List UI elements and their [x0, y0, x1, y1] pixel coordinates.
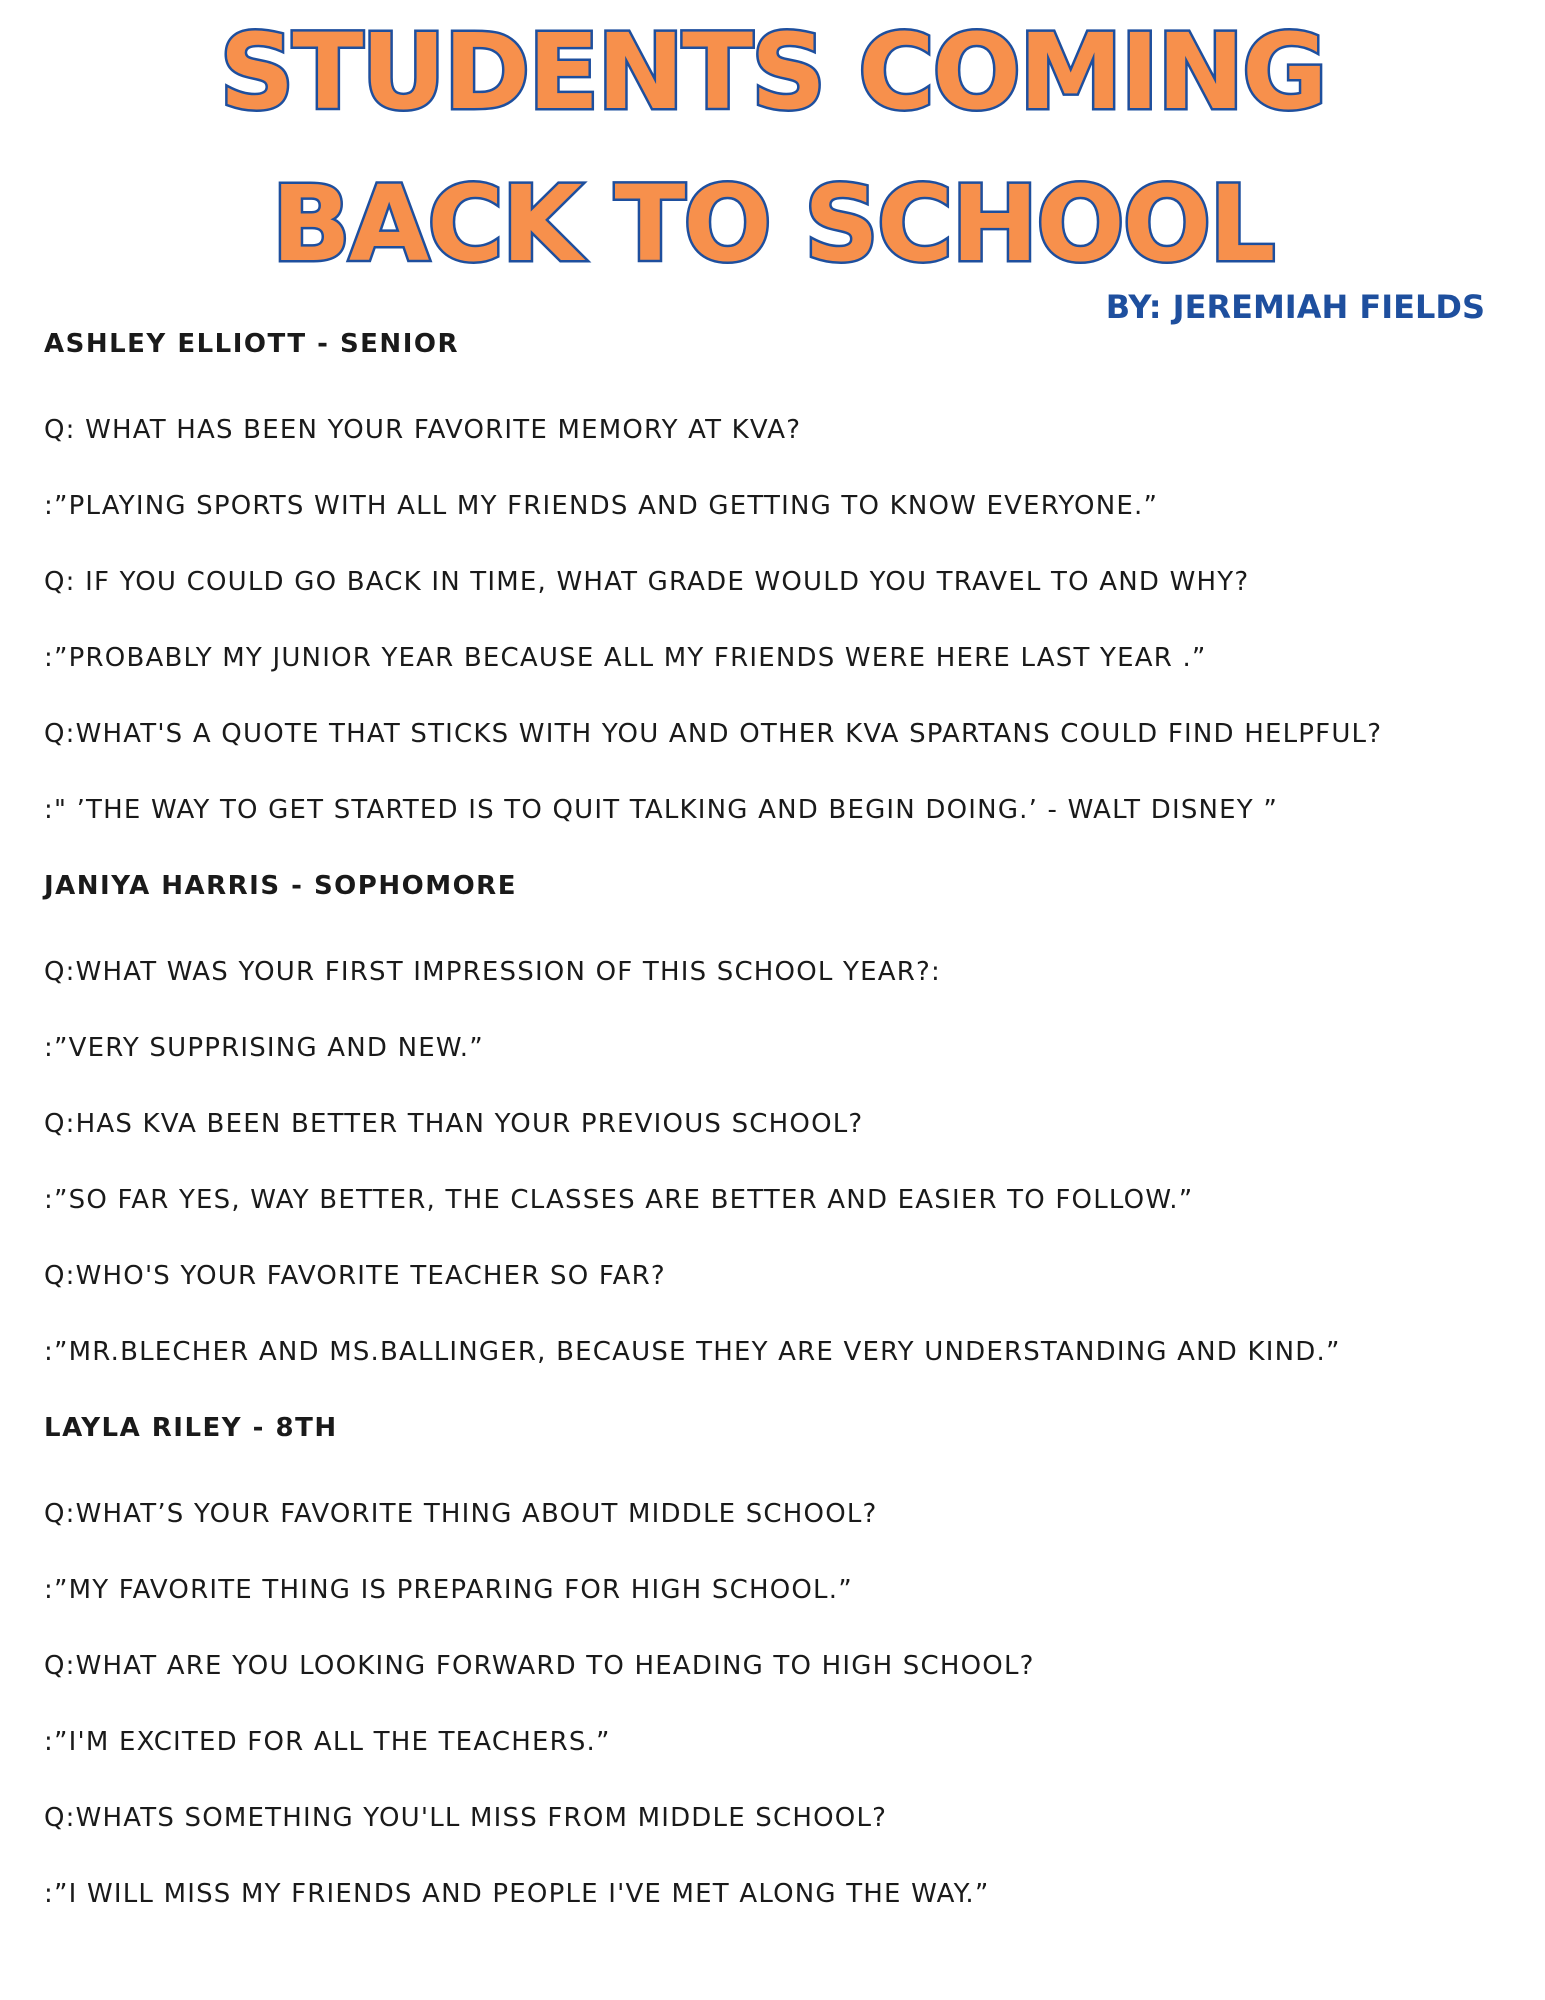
article-title-line-2: BACK TO SCHOOL [271, 163, 1274, 285]
answer: :”SO FAR YES, WAY BETTER, THE CLASSES ARE BETTER AND EASIER TO FOLLOW.” [44, 1185, 1194, 1215]
question: Q:WHAT ARE YOU LOOKING FORWARD TO HEADING TO HIGH SCHOOL? [44, 1651, 1035, 1681]
interview-section-ashley-elliott [44, 325, 1404, 829]
answer: :”PROBABLY MY JUNIOR YEAR BECAUSE ALL MY FRIENDS WERE HERE LAST YEAR .” [44, 643, 1207, 673]
interviewee-heading: LAYLA RILEY - 8TH [44, 1413, 338, 1443]
interviewee-heading: ASHLEY ELLIOTT - SENIOR [44, 329, 459, 359]
interviewee-heading: JANIYA HARRIS - SOPHOMORE [44, 871, 517, 901]
question: Q:WHAT’S YOUR FAVORITE THING ABOUT MIDDLE SCHOOL? [44, 1499, 878, 1529]
question: Q:WHATS SOMETHING YOU'LL MISS FROM MIDDLE SCHOOL? [44, 1803, 888, 1833]
interview-section-janiya-harris [44, 867, 1404, 1371]
answer: :”MY FAVORITE THING IS PREPARING FOR HIGH SCHOOL.” [44, 1575, 853, 1605]
article-title-line-1: STUDENTS COMING [219, 11, 1326, 133]
answer: :" ’THE WAY TO GET STARTED IS TO QUIT TALKING AND BEGIN DOING.’ - WALT DISNEY ” [44, 795, 1279, 825]
question: Q:WHAT WAS YOUR FIRST IMPRESSION OF THIS SCHOOL YEAR?: [44, 957, 941, 987]
answer: :”I WILL MISS MY FRIENDS AND PEOPLE I'VE MET ALONG THE WAY.” [44, 1879, 990, 1909]
question: Q: IF YOU COULD GO BACK IN TIME, WHAT GRADE WOULD YOU TRAVEL TO AND WHY? [44, 567, 1250, 597]
question: Q:WHO'S YOUR FAVORITE TEACHER SO FAR? [44, 1261, 666, 1291]
question: Q:WHAT'S A QUOTE THAT STICKS WITH YOU AND OTHER KVA SPARTANS COULD FIND HELPFUL? [44, 719, 1383, 749]
answer: :”MR.BLECHER AND MS.BALLINGER, BECAUSE THEY ARE VERY UNDERSTANDING AND KIND.” [44, 1337, 1341, 1367]
question: Q: WHAT HAS BEEN YOUR FAVORITE MEMORY AT KVA? [44, 415, 802, 445]
author-byline: BY: JEREMIAH FIELDS [1105, 288, 1485, 326]
answer: :”PLAYING SPORTS WITH ALL MY FRIENDS AND GETTING TO KNOW EVERYONE.” [44, 491, 1159, 521]
question: Q:HAS KVA BEEN BETTER THAN YOUR PREVIOUS SCHOOL? [44, 1109, 864, 1139]
article-body [44, 325, 1404, 1951]
answer: :”I'M EXCITED FOR ALL THE TEACHERS.” [44, 1727, 611, 1757]
answer: :”VERY SUPPRISING AND NEW.” [44, 1033, 484, 1063]
interview-section-layla-riley [44, 1409, 1404, 1913]
